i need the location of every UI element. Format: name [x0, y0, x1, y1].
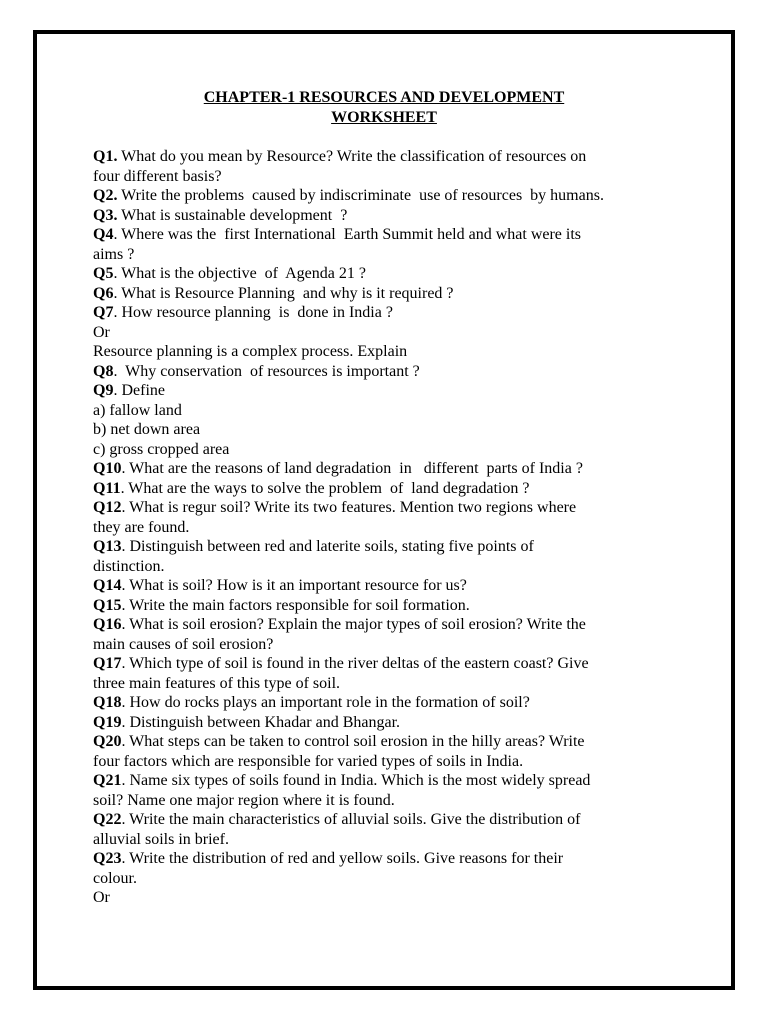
question-line	[93, 791, 683, 811]
question-number: Q3.	[93, 206, 118, 224]
question-text: four different basis?	[93, 167, 222, 185]
question-number: Q11	[93, 479, 121, 497]
question-number: Q14	[93, 577, 122, 594]
question-text: a) fallow land	[93, 401, 182, 419]
question-number: Q8	[93, 362, 114, 380]
question-number: Q10	[93, 460, 122, 477]
question-line	[93, 849, 683, 869]
question-number: Q1.	[93, 148, 118, 165]
question-list	[93, 147, 683, 908]
question-text: Or	[93, 889, 110, 906]
question-text: . Name six types of soils found in India. Which is the most widely spread	[121, 772, 591, 789]
question-line	[93, 381, 683, 401]
question-line	[93, 810, 683, 830]
question-line	[93, 167, 683, 187]
question-number: Q7	[93, 304, 114, 321]
question-number: Q16	[93, 616, 122, 633]
question-text: four factors which are responsible for varied types of soils in India.	[93, 752, 524, 770]
question-number: Q9	[93, 382, 114, 399]
question-text: . What are the ways to solve the problem of land degradation ?	[120, 479, 530, 497]
question-number: Q15	[93, 596, 122, 614]
question-line	[93, 401, 683, 421]
question-text: . Which type of soil is found in the river deltas of the eastern coast? Give	[121, 655, 589, 672]
question-text: alluvial soils in brief.	[93, 830, 229, 848]
question-line	[93, 713, 683, 733]
question-line	[93, 206, 683, 226]
question-line	[93, 420, 683, 440]
question-line	[93, 498, 683, 518]
question-line	[93, 576, 683, 596]
question-text: . What is regur soil? Write its two features. Mention two regions where	[121, 499, 577, 516]
question-text: . Write the distribution of red and yellow soils. Give reasons for their	[121, 850, 564, 867]
question-text: Write the problems caused by indiscriminate use of resources by humans.	[117, 187, 604, 204]
question-line	[93, 264, 683, 284]
question-line	[93, 440, 683, 460]
question-text: . What is Resource Planning and why is it required ?	[113, 284, 454, 302]
question-line	[93, 323, 683, 343]
worksheet-title	[0, 88, 768, 128]
question-line	[93, 830, 683, 850]
question-line	[93, 771, 683, 791]
question-number: Q19	[93, 713, 122, 731]
question-line	[93, 459, 683, 479]
question-text: . What is the objective of Agenda 21 ?	[113, 265, 366, 282]
question-text: aims ?	[93, 245, 135, 263]
question-line	[93, 888, 683, 908]
question-text: . Why conservation of resources is important ?	[113, 362, 420, 380]
question-text: distinction.	[93, 557, 165, 575]
question-number: Q6	[93, 284, 114, 302]
title-line-2: WORKSHEET	[331, 109, 437, 126]
question-line	[93, 635, 683, 655]
question-text: c) gross cropped area	[93, 440, 230, 458]
question-text: soil? Name one major region where it is found.	[93, 791, 395, 809]
question-text: . Define	[113, 382, 165, 399]
question-line	[93, 674, 683, 694]
question-line	[93, 479, 683, 499]
question-line	[93, 342, 683, 362]
question-line	[93, 518, 683, 538]
question-line	[93, 245, 683, 265]
question-line	[93, 303, 683, 323]
question-number: Q17	[93, 655, 122, 672]
question-text: . Distinguish between red and laterite soils, stating five points of	[121, 538, 534, 555]
question-number: Q22	[93, 811, 122, 828]
question-line	[93, 752, 683, 772]
question-number: Q4	[93, 226, 114, 243]
question-line	[93, 654, 683, 674]
question-number: Q20	[93, 733, 122, 750]
question-line	[93, 284, 683, 304]
question-line	[93, 362, 683, 382]
question-text: b) net down area	[93, 421, 201, 438]
question-line	[93, 732, 683, 752]
question-text: they are found.	[93, 518, 190, 536]
question-line	[93, 596, 683, 616]
question-line	[93, 537, 683, 557]
question-text: What do you mean by Resource? Write the classification of resources on	[117, 148, 587, 165]
question-text: . What is soil erosion? Explain the major types of soil erosion? Write the	[121, 616, 586, 633]
question-text: . Distinguish between Khadar and Bhangar.	[121, 713, 401, 731]
question-text: What is sustainable development ?	[117, 206, 348, 224]
question-text: three main features of this type of soil.	[93, 674, 341, 692]
question-text: . How resource planning is done in India ?	[113, 304, 393, 321]
question-text: . What steps can be taken to control soil erosion in the hilly areas? Write	[121, 733, 585, 750]
question-text: . What is soil? How is it an important resource for us?	[121, 577, 467, 594]
question-number: Q18	[93, 694, 122, 711]
question-text: . What are the reasons of land degradation in different parts of India ?	[121, 460, 583, 477]
question-text: . Write the main factors responsible for soil formation.	[121, 596, 470, 614]
question-text: . Write the main characteristics of alluvial soils. Give the distribution of	[121, 811, 581, 828]
question-line	[93, 147, 683, 167]
question-text: main causes of soil erosion?	[93, 635, 274, 653]
question-text: colour.	[93, 869, 137, 887]
question-number: Q2.	[93, 187, 118, 204]
question-number: Q13	[93, 538, 122, 555]
question-line	[93, 869, 683, 889]
question-number: Q12	[93, 499, 122, 516]
question-line	[93, 557, 683, 577]
question-text: Or	[93, 323, 110, 341]
question-text: . How do rocks plays an important role in the formation of soil?	[121, 694, 530, 711]
question-line	[93, 693, 683, 713]
question-line	[93, 225, 683, 245]
question-text: . Where was the first International Earth Summit held and what were its	[113, 226, 582, 243]
question-number: Q21	[93, 772, 122, 789]
question-number: Q23	[93, 850, 122, 867]
title-line-1: CHAPTER-1 RESOURCES AND DEVELOPMENT	[203, 89, 565, 106]
question-text: Resource planning is a complex process. Explain	[93, 343, 408, 360]
question-number: Q5	[93, 265, 114, 282]
question-line	[93, 615, 683, 635]
question-line	[93, 186, 683, 206]
